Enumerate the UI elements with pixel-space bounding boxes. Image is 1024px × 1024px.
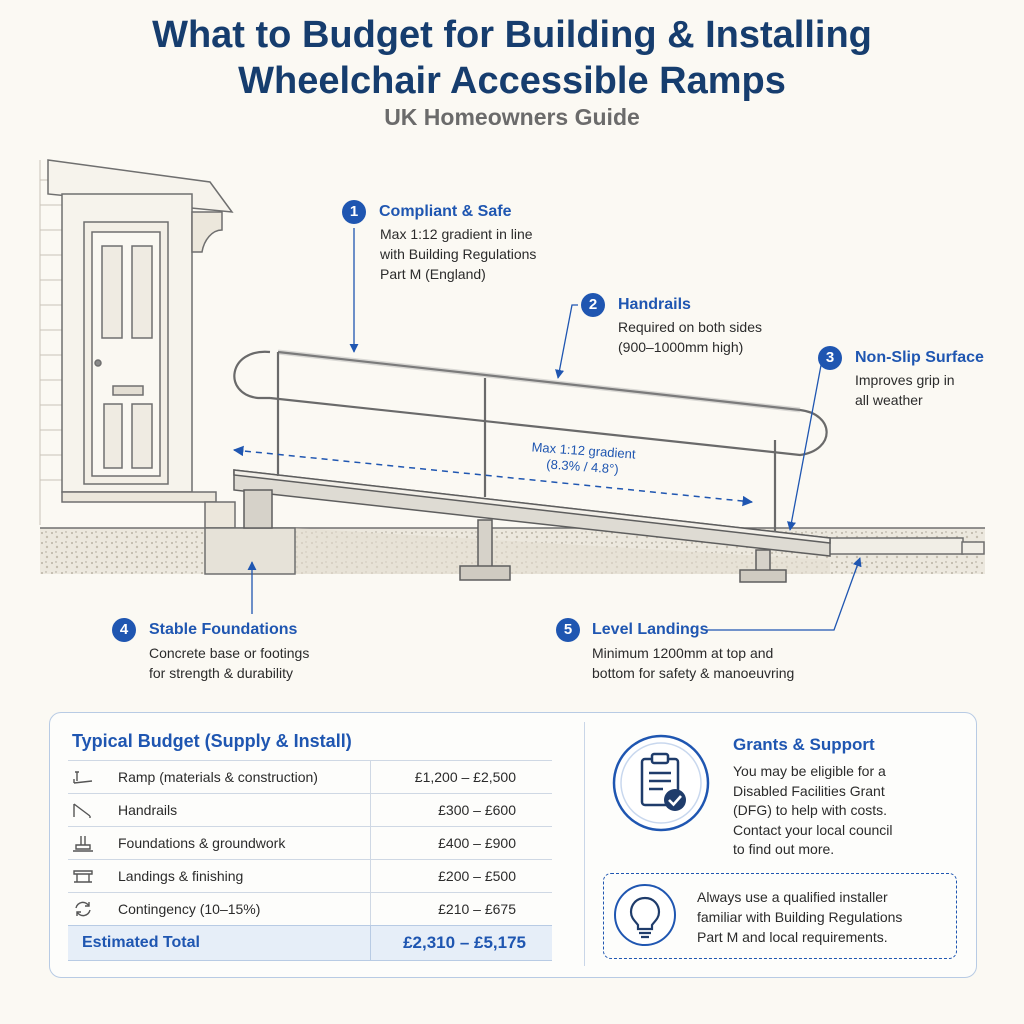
callout-title: Stable Foundations (149, 621, 298, 638)
column-divider (370, 893, 371, 925)
callout-compliant-safe (342, 200, 582, 290)
foundation-icon (72, 834, 94, 852)
handrail-icon (72, 801, 94, 819)
total-value: £2,310 – £5,175 (403, 933, 526, 952)
budget-table (68, 760, 552, 961)
budget-item-label: Foundations & groundwork (118, 835, 286, 851)
budget-item-value: £200 – £500 (438, 868, 516, 884)
grants-line: (DFG) to help with costs. (733, 802, 888, 818)
table-row (68, 826, 552, 859)
callout-line: Max 1:12 gradient in line (380, 226, 533, 242)
callout-line: with Building Regulations (380, 246, 537, 262)
grants-text (733, 762, 953, 860)
callout-line: bottom for safety & manoeuvring (592, 665, 795, 681)
callout-line: Concrete base or footings (149, 645, 310, 661)
grants-line: to find out more. (733, 841, 835, 857)
gradient-label-line-1: Max 1:12 gradient (531, 439, 637, 462)
budget-item-value: £210 – £675 (438, 901, 516, 917)
callout-stable-foundations (112, 618, 342, 688)
callout-number: 5 (556, 618, 580, 642)
callout-title: Non-Slip Surface (855, 349, 984, 366)
panel-divider (584, 722, 585, 966)
grants-line: Contact your local council (733, 821, 893, 838)
callout-text (618, 317, 762, 357)
callout-handrails (581, 293, 801, 363)
callout-line: Part M (England) (380, 266, 486, 282)
advice-line: Part M and local requirements. (697, 929, 888, 945)
callout-level-landings (556, 618, 816, 688)
callout-text (855, 370, 955, 410)
refresh-icon (72, 900, 94, 918)
callout-number: 3 (818, 346, 842, 370)
callout-line: all weather (855, 392, 923, 408)
callout-text (380, 224, 536, 284)
budget-item-label: Landings & finishing (118, 868, 244, 884)
callout-non-slip-surface (818, 346, 1008, 416)
landing-icon (72, 867, 94, 885)
brick-wall (40, 160, 62, 525)
house-entrance (48, 160, 235, 528)
title-line-2: Wheelchair Accessible Ramps (238, 60, 786, 102)
callout-line: Required on both sides (618, 319, 762, 335)
callout-text (149, 643, 309, 683)
page-subtitle: UK Homeowners Guide (384, 104, 640, 130)
budget-title: Typical Budget (Supply & Install) (72, 731, 352, 751)
callout-title: Handrails (618, 296, 691, 313)
callout-number: 1 (342, 200, 366, 224)
title-line-1: What to Budget for Building & Installing (152, 14, 872, 56)
callout-number: 4 (112, 618, 136, 642)
budget-item-label: Ramp (materials & construction) (118, 769, 318, 785)
column-divider (370, 827, 371, 859)
ground (40, 528, 985, 574)
grants-line: You may be eligible for a (733, 763, 886, 779)
lightbulb-icon (613, 883, 677, 947)
budget-total-row (68, 925, 552, 961)
advice-line: Always use a qualified installer (697, 889, 888, 905)
callout-number: 2 (581, 293, 605, 317)
budget-item-value: £400 – £900 (438, 835, 516, 851)
gradient-label-line-2: (8.3% / 4.8°) (545, 456, 620, 477)
table-row (68, 793, 552, 826)
callout-title: Compliant & Safe (379, 203, 512, 220)
advice-line: familiar with Building Regulations (697, 909, 903, 925)
budget-item-value: £300 – £600 (438, 802, 516, 818)
callout-line: Improves grip in (855, 372, 955, 388)
budget-item-label: Contingency (10–15%) (118, 901, 261, 917)
callout-line: (900–1000mm high) (618, 339, 744, 355)
clipboard-check-icon (611, 733, 711, 833)
callout-line: for strength & durability (149, 665, 293, 681)
ramp-icon (72, 768, 94, 786)
table-row (68, 760, 552, 793)
column-divider (370, 926, 371, 960)
budget-item-label: Handrails (118, 802, 178, 818)
column-divider (370, 860, 371, 892)
callout-line: Minimum 1200mm at top and (592, 645, 774, 661)
table-row (68, 859, 552, 892)
grants-line: Disabled Facilities Grant (733, 782, 885, 799)
column-divider (370, 794, 371, 826)
callout-text (592, 643, 794, 683)
callout-title: Level Landings (592, 621, 709, 638)
budget-item-value: £1,200 – £2,500 (414, 769, 516, 785)
grants-title: Grants & Support (733, 735, 875, 754)
column-divider (370, 761, 371, 793)
advice-text (697, 887, 942, 947)
table-row (68, 892, 552, 925)
total-label: Estimated Total (82, 934, 200, 951)
